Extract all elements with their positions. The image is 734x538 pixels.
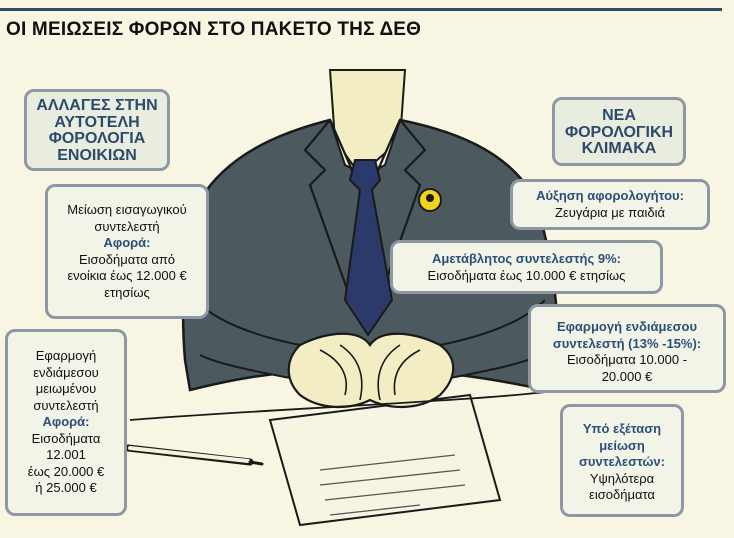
intermediate-bracket-box: Εφαρμογή ενδιάμεσου συντελεστή (13% -15%): Εισοδήματα 10.000 - 20.000 € [528,304,726,393]
intermediate-rate-box: Εφαρμογή ενδιάμεσου μειωμένου συντελεστή Αφορά: Εισοδήματα 12.001 έως 20.000 € ή 25.000 € [5,329,127,516]
right-header: ΝΕΑ ΦΟΡΟΛΟΓΙΚΗ ΚΛΙΜΑΚΑ [552,97,686,166]
rental-tax-reduction-box: Μείωση εισαγωγικού συντελεστή Αφορά: Εισοδήματα από ενοίκια έως 12.000 € ετησίως [45,184,209,319]
left-header: ΑΛΛΑΓΕΣ ΣΤΗΝ ΑΥΤΟΤΕΛΗ ΦΟΡΟΛΟΓΙΑ ΕΝΟΙΚΙΩΝ [24,89,170,171]
pen-icon [128,448,262,464]
tax-free-increase-box: Αύξηση αφορολογήτου: Ζευγάρια με παιδιά [510,179,710,230]
rate-reduction-review-box: Υπό εξέταση μείωση συντελεστών: Υψηλότερα εισοδήματα [560,404,684,517]
paper-sheet [270,395,500,525]
page-title: ΟΙ ΜΕΙΩΣΕΙΣ ΦΟΡΩΝ ΣΤΟ ΠΑΚΕΤΟ ΤΗΣ ΔΕΘ [6,19,422,40]
clasped-hands [289,334,453,407]
unchanged-rate-box: Αμετάβλητος συντελεστής 9%: Εισοδήματα έως 10.000 € ετησίως [390,240,663,294]
